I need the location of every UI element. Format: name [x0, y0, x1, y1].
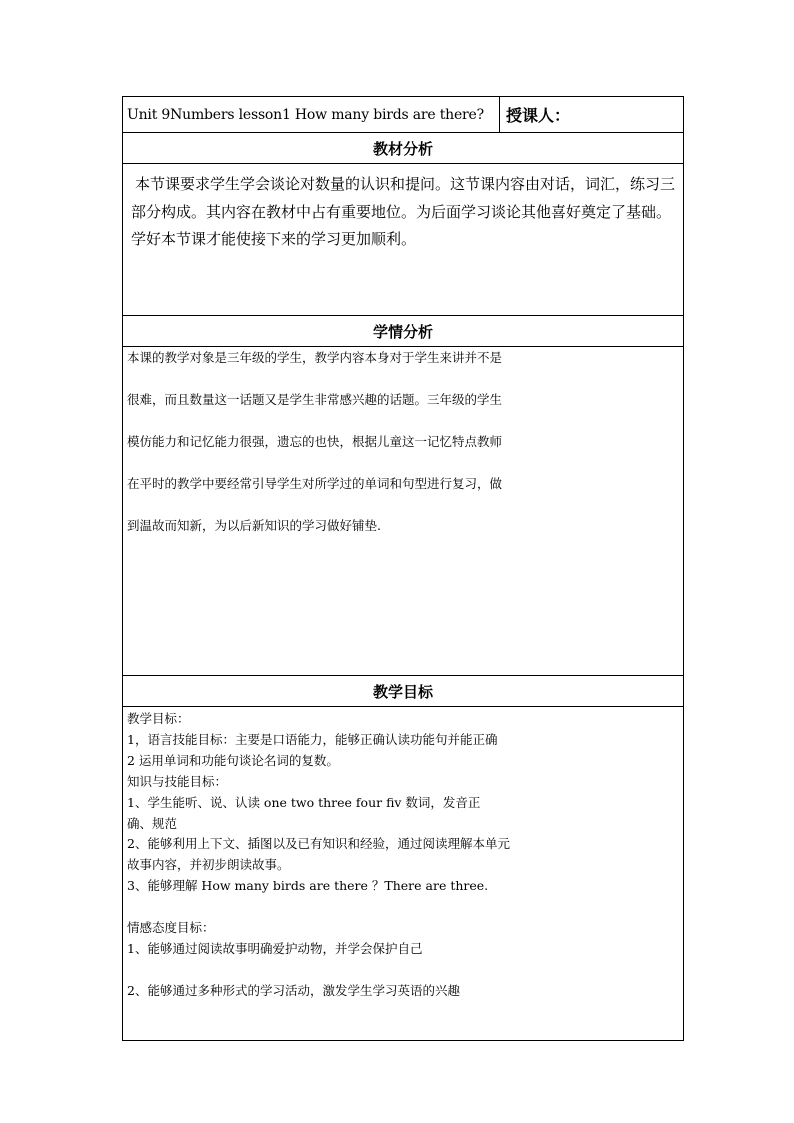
goals-line: 3、能够理解 How many birds are there ？There are three. [127, 878, 489, 894]
goals-line: 1、学生能听、说、认读 one two three four fiv 数词，发音正 [127, 794, 481, 810]
goals-line: 2、能够利用上下文、插图以及已有知识和经验，通过阅读理解本单元 [127, 836, 510, 852]
teacher-label: 授课人： [500, 97, 684, 133]
student-analysis-line: 模仿能力和记忆能力很强，遗忘的也快，根据儿童这一记忆特点教师 [127, 434, 503, 449]
textbook-analysis-heading-row [123, 133, 684, 164]
student-analysis-body [123, 347, 684, 676]
textbook-analysis-row [123, 164, 684, 316]
student-analysis-row [123, 347, 684, 676]
goals-line: 故事内容，并初步朗读故事。 [127, 857, 290, 873]
goals-line: 知识与技能目标： [127, 773, 228, 789]
goals-line: 2 运用单词和功能句谈论名词的复数。 [127, 752, 339, 768]
student-analysis-heading: 学情分析 [123, 316, 684, 347]
textbook-analysis-heading: 教材分析 [123, 133, 684, 164]
header-row [123, 97, 684, 133]
student-analysis-heading-row [123, 316, 684, 347]
goals-blank-line [127, 960, 679, 981]
goals-line: 确、规范 [127, 815, 178, 831]
teaching-goals-heading: 教学目标 [123, 676, 684, 707]
goals-blank-line [127, 897, 679, 918]
lesson-title: Unit 9Numbers lesson1 How many birds are there? [123, 97, 500, 133]
student-analysis-line: 本课的教学对象是三年级的学生，教学内容本身对于学生来讲并不是 [127, 350, 503, 365]
student-analysis-line: 很难，而且数量这一话题又是学生非常感兴趣的话题。三年级的学生 [127, 392, 503, 407]
student-analysis-line: 到温故而知新，为以后新知识的学习做好铺垫. [127, 518, 381, 533]
goals-line: 情感态度目标： [127, 920, 215, 936]
lesson-plan-table [122, 96, 684, 1041]
teaching-goals-heading-row [123, 676, 684, 707]
teaching-goals-body [123, 707, 684, 1041]
goals-line: 教学目标： [127, 711, 190, 726]
teaching-goals-row [123, 707, 684, 1041]
textbook-analysis-body: 本节课要求学生学会谈论对数量的认识和提问。这节课内容由对话，词汇，练习三部分构成。其内容在教材中占有重要地位。为后面学习谈论其他喜好奠定了基础。学好本节课才能使接下来的学习更加顺利。 [123, 164, 684, 316]
goals-line: 2、能够通过多种形式的学习活动，激发学生学习英语的兴趣 [127, 982, 460, 998]
goals-line: 1、能够通过阅读故事明确爱护动物，并学会保护自己 [127, 940, 423, 956]
student-analysis-line: 在平时的教学中要经常引导学生对所学过的单词和句型进行复习，做 [127, 476, 503, 491]
goals-line: 1，语言技能目标：主要是口语能力，能够正确认读功能句并能正确 [127, 731, 498, 747]
